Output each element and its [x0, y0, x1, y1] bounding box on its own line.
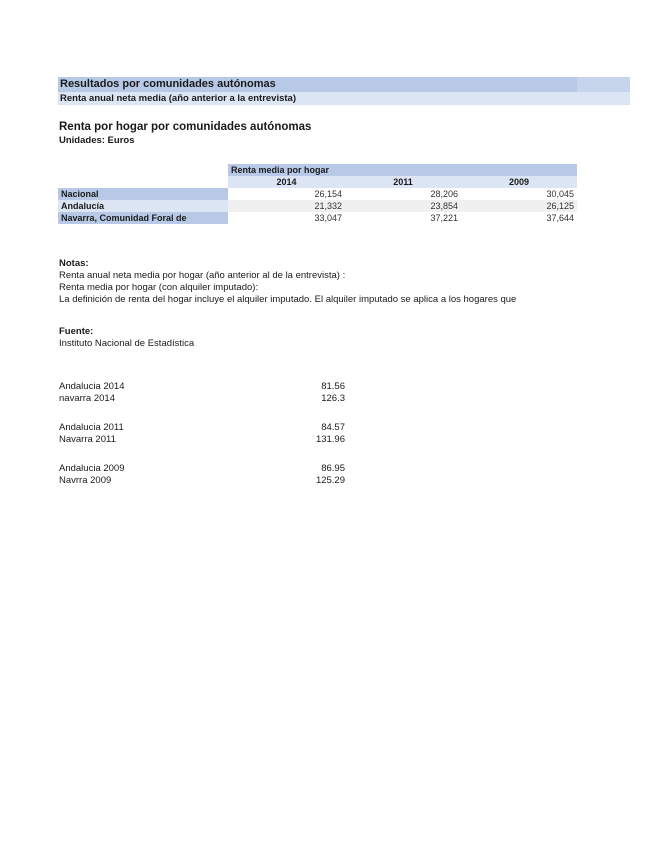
cell-value: 21,332	[228, 200, 345, 212]
note-line: Renta anual neta media por hogar (año anterior al de la entrevista) :	[59, 270, 346, 281]
section-title: Resultados por comunidades autónomas	[60, 78, 276, 90]
cell-value: 26,125	[461, 200, 577, 212]
item-label: Navarra 2011	[59, 434, 116, 445]
report-title: Renta por hogar por comunidades autónomas	[59, 121, 312, 133]
list-item	[59, 434, 345, 446]
item-value: 84.57	[321, 422, 345, 433]
item-label: navarra 2014	[59, 393, 115, 404]
note-line: La definición de renta del hogar incluye el alquiler imputado. El alquiler imputado se aplica a los hogares que	[59, 294, 517, 305]
table-group-header-row	[58, 164, 577, 176]
source-text: Instituto Nacional de Estadística	[59, 338, 195, 349]
row-label: Nacional	[58, 188, 228, 200]
table-row	[58, 212, 577, 224]
notes-heading: Notas:	[59, 258, 89, 269]
notes-section	[59, 258, 516, 306]
list-item	[59, 422, 345, 434]
item-value: 81.56	[321, 381, 345, 392]
item-value: 125.29	[315, 475, 345, 486]
item-value: 126.3	[321, 393, 345, 404]
cell-value: 37,644	[546, 213, 574, 223]
year-header: 2011	[345, 176, 461, 188]
table-year-header-row	[58, 176, 577, 188]
item-label: Navrra 2009	[59, 475, 112, 486]
comparison-group	[59, 381, 345, 405]
item-value: 86.95	[321, 463, 345, 474]
comparison-group	[59, 422, 345, 446]
item-label: Andalucia 2014	[59, 381, 125, 392]
source-section	[59, 326, 194, 350]
item-value: 131.96	[315, 434, 345, 445]
comparison-group	[59, 463, 345, 487]
table-row	[58, 200, 577, 212]
source-heading: Fuente:	[59, 326, 94, 337]
income-table	[58, 164, 577, 224]
cell-value: 33,047	[314, 213, 342, 223]
list-item	[59, 463, 345, 475]
section-title-band	[58, 77, 630, 92]
section-subtitle-band	[58, 92, 630, 105]
cell-value: 26,154	[314, 189, 342, 199]
cell-value: 28,206	[430, 189, 458, 199]
list-item	[59, 381, 345, 393]
list-item	[59, 393, 345, 405]
band-tail	[577, 77, 630, 92]
note-line: Renta media por hogar (con alquiler imputado):	[59, 282, 259, 293]
row-label: Andalucía	[58, 200, 228, 212]
cell-value: 37,221	[430, 213, 458, 223]
year-header: 2009	[461, 176, 577, 188]
item-label: Andalucia 2009	[59, 463, 125, 474]
cell-value: 23,854	[345, 200, 461, 212]
table-row	[58, 188, 577, 200]
row-label: Navarra, Comunidad Foral de	[58, 212, 228, 224]
list-item	[59, 475, 345, 487]
group-header: Renta media por hogar	[228, 164, 577, 176]
cell-value: 30,045	[546, 189, 574, 199]
year-header: 2014	[228, 176, 345, 188]
item-label: Andalucia 2011	[59, 422, 124, 433]
section-subtitle: Renta anual neta media (año anterior a la entrevista)	[60, 93, 296, 104]
units-label: Unidades: Euros	[59, 135, 135, 146]
